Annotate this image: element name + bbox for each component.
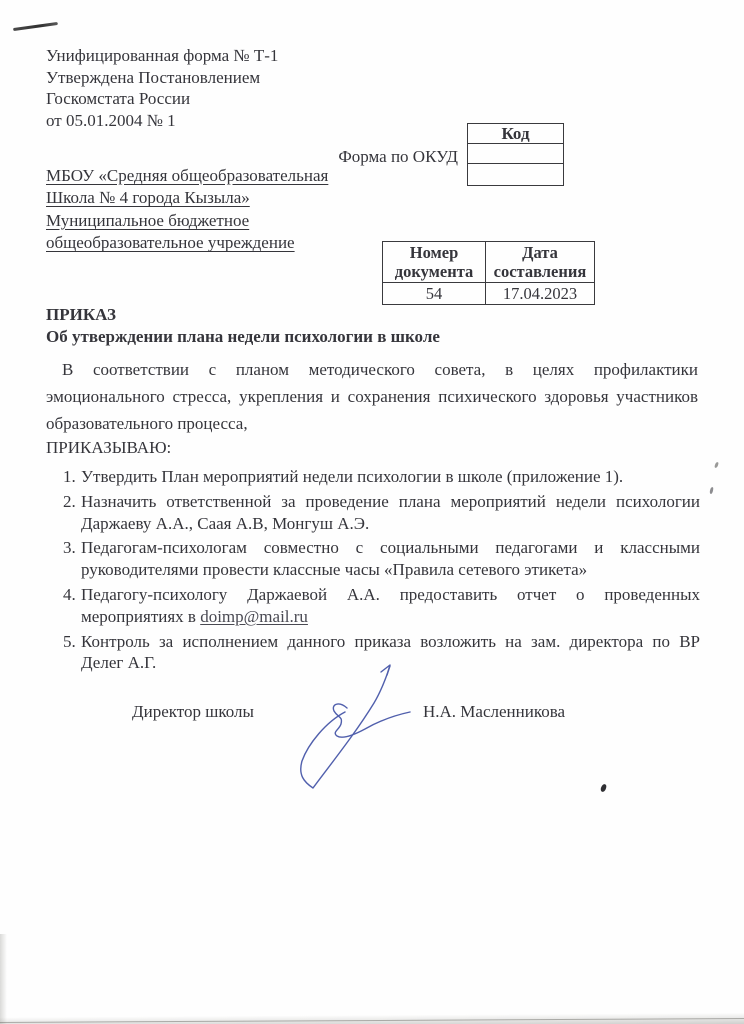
order-item-line: Делег А.Г.	[81, 653, 157, 673]
order-preamble	[46, 356, 698, 437]
order-item-line: Даржаеву А.А., Саая А.В, Монгуш А.Э.	[81, 513, 370, 533]
order-item-line: 4. Педагогу-психологу Даржаевой А.А. предоставить отчет о проведенных	[81, 584, 700, 604]
form-meta-line: Унифицированная форма № Т-1	[46, 46, 279, 65]
order-items	[46, 466, 700, 677]
organization-name-block	[46, 165, 328, 255]
signature-role: Директор школы	[132, 702, 254, 721]
order-item-line: руководителями провести классные часы «Правила сетевого этикета»	[81, 560, 588, 580]
doc-date-value: 17.04.2023	[486, 283, 595, 305]
order-item-line: 5. Контроль за исполнением данного приказа возложить на зам. директора по ВР	[81, 631, 700, 651]
organization-line: МБОУ «Средняя общеобразовательная	[46, 166, 329, 185]
doc-number-value: 54	[383, 283, 486, 305]
okud-code-table	[467, 123, 564, 186]
organization-line: общеобразовательное учреждение	[46, 233, 295, 253]
organization-line: Муниципальное бюджетное	[46, 210, 250, 230]
preamble-line: эмоционального стресса, укрепления и сохранения психического здоровья участников	[46, 387, 698, 406]
pen-mark-top-left	[13, 22, 58, 31]
email-link[interactable]: doimp@mail.ru	[200, 606, 308, 626]
scan-speck	[714, 462, 719, 469]
code-table-empty-cell	[468, 144, 563, 164]
scan-speck	[709, 487, 713, 494]
order-item-line	[81, 606, 700, 628]
order-item-3	[80, 537, 700, 581]
okud-form-label: Форма по ОКУД	[338, 147, 458, 166]
form-meta-line: Утверждена Постановлением	[46, 67, 261, 87]
preamble-line: В соответствии с планом методического совета, в целях профилактики	[62, 360, 698, 379]
scan-edge-left	[0, 934, 7, 1024]
form-meta-line: от 05.01.2004 № 1	[46, 110, 176, 130]
order-subject: Об утверждении плана недели психологии в школе	[46, 327, 440, 346]
organization-line: Школа № 4 города Кызыла»	[46, 188, 250, 208]
order-item-4	[80, 584, 700, 628]
doc-number-header: Номер документа	[383, 242, 486, 283]
doc-date-header: Дата составления	[486, 242, 595, 283]
handwritten-signature-ink	[268, 648, 468, 808]
order-title: ПРИКАЗ	[46, 305, 116, 324]
order-item-line: 3. Педагогам-психологам совместно с социальными педагогами и классными	[81, 538, 700, 558]
scan-speck	[600, 783, 607, 792]
order-item-line: 2. Назначить ответственной за проведение плана мероприятий недели психологии	[81, 491, 700, 511]
order-item-1	[80, 466, 700, 488]
order-command-word: ПРИКАЗЫВАЮ:	[46, 438, 172, 457]
document-number-table	[382, 241, 595, 305]
code-table-header: Код	[468, 124, 563, 144]
order-item-2	[80, 491, 700, 535]
preamble-line: образовательного процесса,	[46, 414, 248, 433]
form-meta-line: Госкомстата России	[46, 89, 191, 108]
order-item-line-text: мероприятиях в	[81, 606, 201, 626]
form-meta-block	[46, 45, 278, 131]
code-table-empty-cell	[468, 164, 563, 185]
order-item-line: 1. Утвердить План мероприятий недели психологии в школе (приложение 1).	[81, 467, 624, 486]
signature-name: Н.А. Масленникова	[423, 702, 566, 721]
